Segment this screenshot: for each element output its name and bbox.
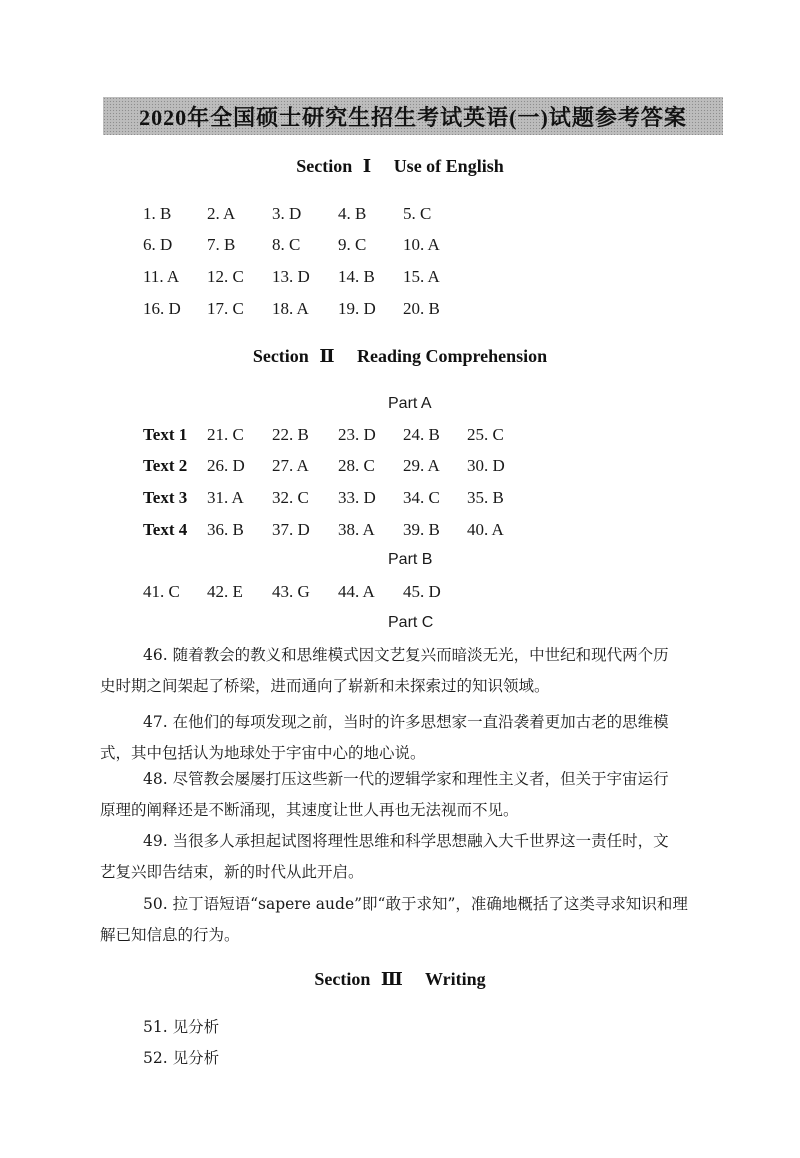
- section-2-name: Reading Comprehension: [356, 346, 548, 366]
- answer-43: 43. G: [272, 582, 310, 601]
- section-1-name: Use of English: [393, 156, 504, 176]
- answer-20: 20. B: [403, 299, 440, 318]
- part-a-label: Part A: [388, 395, 432, 412]
- answer-10: 10. A: [403, 235, 440, 254]
- writing-52: 52. 见分析: [143, 1049, 220, 1067]
- text-3-label: Text 3: [143, 488, 188, 507]
- part-b-label: Part B: [388, 551, 433, 568]
- section-1-heading: [0, 156, 800, 177]
- section-3-roman: Ⅲ: [380, 969, 403, 989]
- answer-45: 45. D: [403, 582, 441, 601]
- answer-19: 19. D: [338, 299, 376, 318]
- section-2-roman: Ⅱ: [319, 346, 335, 366]
- translation-46-line-2: 史时期之间架起了桥梁，进而通向了崭新和未探索过的知识领域。: [100, 677, 550, 695]
- answer-33: 33. D: [338, 488, 376, 507]
- section-1-roman: Ⅰ: [362, 156, 372, 176]
- section-2-heading: [0, 346, 800, 367]
- translation-47-line-2: 式，其中包括认为地球处于宇宙中心的地心说。: [100, 744, 426, 762]
- answer-34: 34. C: [403, 488, 440, 507]
- translation-48-line-1: 48. 尽管教会屡屡打压这些新一代的逻辑学家和理性主义者，但关于宇宙运行: [143, 770, 669, 788]
- answer-41: 41. C: [143, 582, 180, 601]
- answer-30: 30. D: [467, 456, 505, 475]
- section-1-label: Section: [296, 156, 353, 176]
- answer-16: 16. D: [143, 299, 181, 318]
- answer-5: 5. C: [403, 204, 432, 223]
- text-4-label: Text 4: [143, 520, 188, 539]
- answer-44: 44. A: [338, 582, 375, 601]
- answer-2: 2. A: [207, 204, 236, 223]
- answer-11: 11. A: [143, 267, 180, 286]
- answer-42: 42. E: [207, 582, 243, 601]
- answer-17: 17. C: [207, 299, 244, 318]
- section-2-label: Section: [252, 346, 309, 366]
- answer-37: 37. D: [272, 520, 310, 539]
- answer-24: 24. B: [403, 425, 440, 444]
- answer-13: 13. D: [272, 267, 310, 286]
- answer-31: 31. A: [207, 488, 244, 507]
- answer-18: 18. A: [272, 299, 309, 318]
- answer-14: 14. B: [338, 267, 375, 286]
- translation-47-line-1: 47. 在他们的每项发现之前，当时的许多思想家一直沿袭着更加古老的思维模: [143, 713, 669, 731]
- answer-27: 27. A: [272, 456, 309, 475]
- answer-25: 25. C: [467, 425, 504, 444]
- translation-48-line-2: 原理的阐释还是不断涌现，其速度让世人再也无法视而不见。: [100, 801, 519, 819]
- answer-29: 29. A: [403, 456, 440, 475]
- answer-4: 4. B: [338, 204, 367, 223]
- answer-15: 15. A: [403, 267, 440, 286]
- answer-3: 3. D: [272, 204, 302, 223]
- answer-7: 7. B: [207, 235, 236, 254]
- answer-40: 40. A: [467, 520, 504, 539]
- text-1-label: Text 1: [143, 425, 188, 444]
- answer-28: 28. C: [338, 456, 375, 475]
- translation-49-line-1: 49. 当很多人承担起试图将理性思维和科学思想融入大千世界这一责任时，文: [143, 832, 669, 850]
- translation-49-line-2: 艺复兴即告结束，新的时代从此开启。: [100, 863, 364, 881]
- translation-46-line-1: 46. 随着教会的教义和思维模式因文艺复兴而暗淡无光，中世纪和现代两个历: [143, 646, 669, 664]
- translation-50-line-1: 50. 拉丁语短语“sapere aude”即“敢于求知”，准确地概括了这类寻求知识和理: [143, 895, 688, 913]
- answer-32: 32. C: [272, 488, 309, 507]
- answer-8: 8. C: [272, 235, 301, 254]
- section-3-name: Writing: [424, 969, 486, 989]
- part-c-label: Part C: [388, 614, 434, 631]
- answer-9: 9. C: [338, 235, 367, 254]
- answer-22: 22. B: [272, 425, 309, 444]
- answer-38: 38. A: [338, 520, 375, 539]
- translation-50-line-2: 解已知信息的行为。: [100, 926, 240, 944]
- answer-key-title: 2020年全国硕士研究生招生考试英语(一)试题参考答案: [103, 97, 723, 135]
- answer-21: 21. C: [207, 425, 244, 444]
- section-3-label: Section: [314, 969, 371, 989]
- section-3-heading: [0, 969, 800, 990]
- text-2-label: Text 2: [143, 456, 188, 475]
- answer-39: 39. B: [403, 520, 440, 539]
- answer-35: 35. B: [467, 488, 504, 507]
- answer-12: 12. C: [207, 267, 244, 286]
- answer-36: 36. B: [207, 520, 244, 539]
- answer-6: 6. D: [143, 235, 173, 254]
- answer-26: 26. D: [207, 456, 245, 475]
- answer-1: 1. B: [143, 204, 172, 223]
- writing-51: 51. 见分析: [143, 1018, 220, 1036]
- answer-23: 23. D: [338, 425, 376, 444]
